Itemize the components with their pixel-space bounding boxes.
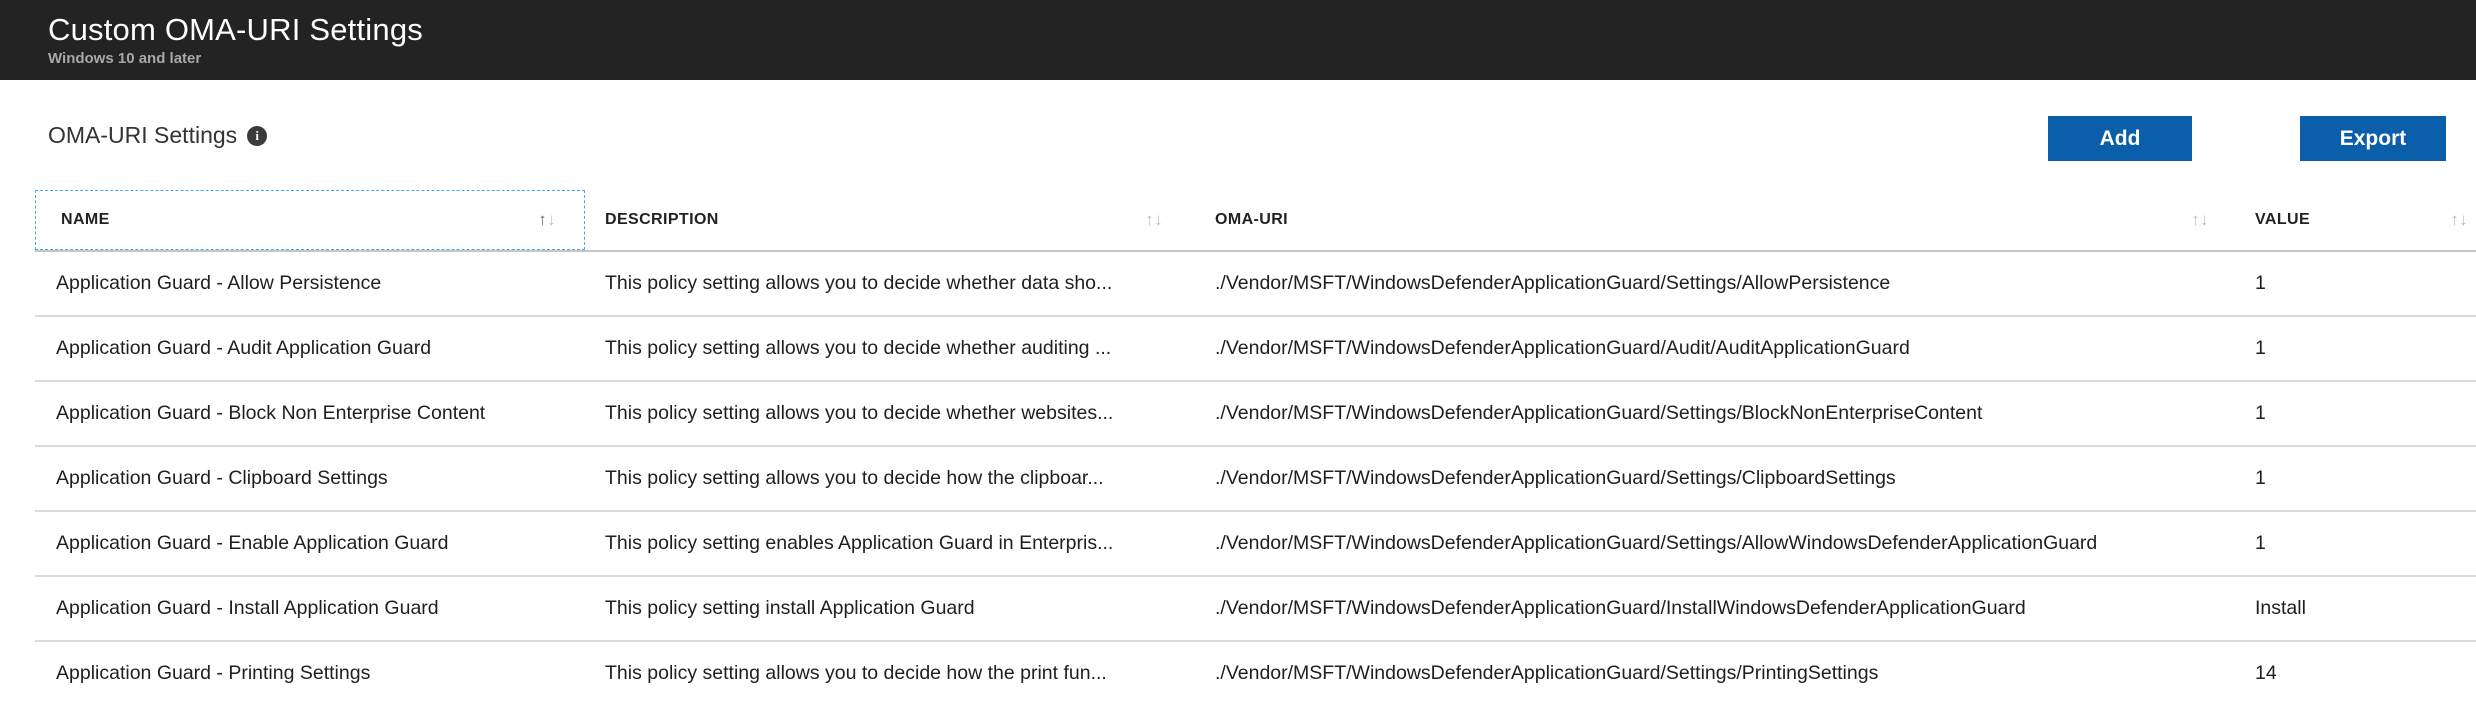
cell-name: Application Guard - Printing Settings — [56, 662, 371, 684]
page-subtitle: Windows 10 and later — [48, 50, 202, 67]
cell-name: Application Guard - Audit Application Guard — [56, 337, 432, 359]
cell-name: Application Guard - Block Non Enterprise Content — [56, 402, 486, 424]
column-header-name[interactable] — [35, 190, 585, 250]
cell-value: 1 — [2255, 272, 2266, 294]
cell-oma-uri: ./Vendor/MSFT/WindowsDefenderApplicationGuard/Settings/BlockNonEnterpriseContent — [1215, 402, 1983, 424]
cell-description: This policy setting allows you to decide whether websites... — [605, 402, 1114, 424]
cell-value: Install — [2255, 597, 2306, 619]
cell-name: Application Guard - Allow Persistence — [56, 272, 382, 294]
column-header-oma-uri[interactable] — [1215, 190, 2255, 250]
cell-value: 1 — [2255, 467, 2266, 489]
table-row[interactable] — [35, 512, 2476, 577]
table-row[interactable] — [35, 382, 2476, 447]
cell-name: Application Guard - Enable Application Guard — [56, 532, 449, 554]
column-header-oma-uri-label: OMA-URI — [1215, 211, 1289, 228]
column-header-value-label: VALUE — [2255, 211, 2311, 228]
column-header-description[interactable] — [605, 190, 1215, 250]
table-row[interactable] — [35, 577, 2476, 642]
cell-oma-uri: ./Vendor/MSFT/WindowsDefenderApplicationGuard/Audit/AuditApplicationGuard — [1215, 337, 1910, 359]
column-header-description-label: DESCRIPTION — [605, 211, 719, 228]
cell-oma-uri: ./Vendor/MSFT/WindowsDefenderApplicationGuard/Settings/AllowWindowsDefenderApplicationGuard — [1215, 532, 2098, 554]
cell-name: Application Guard - Install Application Guard — [56, 597, 439, 619]
table-row[interactable] — [35, 642, 2476, 702]
cell-oma-uri: ./Vendor/MSFT/WindowsDefenderApplicationGuard/Settings/PrintingSettings — [1215, 662, 1879, 684]
cell-value: 14 — [2255, 662, 2277, 684]
cell-description: This policy setting allows you to decide how the clipboar... — [605, 467, 1104, 489]
section-bar — [0, 80, 2476, 190]
column-header-value[interactable] — [2255, 190, 2476, 250]
export-button[interactable]: Export — [2300, 116, 2446, 161]
page-header — [0, 0, 2476, 80]
page-title: Custom OMA-URI Settings — [48, 12, 423, 47]
cell-value: 1 — [2255, 402, 2266, 424]
sort-icon: ↑↓ — [2450, 210, 2468, 229]
cell-description: This policy setting allows you to decide how the print fun... — [605, 662, 1107, 684]
section-label: OMA-URI Settings — [48, 122, 238, 148]
cell-oma-uri: ./Vendor/MSFT/WindowsDefenderApplicationGuard/Settings/ClipboardSettings — [1215, 467, 1896, 489]
table-header-row — [35, 190, 2476, 252]
cell-name: Application Guard - Clipboard Settings — [56, 467, 388, 489]
info-icon[interactable]: i — [247, 126, 267, 146]
cell-value: 1 — [2255, 532, 2266, 554]
oma-uri-settings-table — [35, 190, 2476, 702]
sort-icon: ↑↓ — [2191, 210, 2209, 229]
cell-description: This policy setting allows you to decide whether data sho... — [605, 272, 1113, 294]
table-row[interactable] — [35, 252, 2476, 317]
column-header-name-label: NAME — [61, 211, 110, 228]
cell-value: 1 — [2255, 337, 2266, 359]
cell-description: This policy setting allows you to decide whether auditing ... — [605, 337, 1112, 359]
cell-oma-uri: ./Vendor/MSFT/WindowsDefenderApplicationGuard/InstallWindowsDefenderApplicationGuard — [1215, 597, 2026, 619]
add-button[interactable]: Add — [2048, 116, 2192, 161]
cell-description: This policy setting install Application Guard — [605, 597, 975, 619]
cell-oma-uri: ./Vendor/MSFT/WindowsDefenderApplicationGuard/Settings/AllowPersistence — [1215, 272, 1891, 294]
sort-icon: ↑↓ — [538, 210, 556, 229]
table-row[interactable] — [35, 317, 2476, 382]
sort-icon: ↑↓ — [1145, 210, 1163, 229]
section-label-wrap — [48, 122, 267, 149]
cell-description: This policy setting enables Application Guard in Enterpris... — [605, 532, 1114, 554]
table-row[interactable] — [35, 447, 2476, 512]
